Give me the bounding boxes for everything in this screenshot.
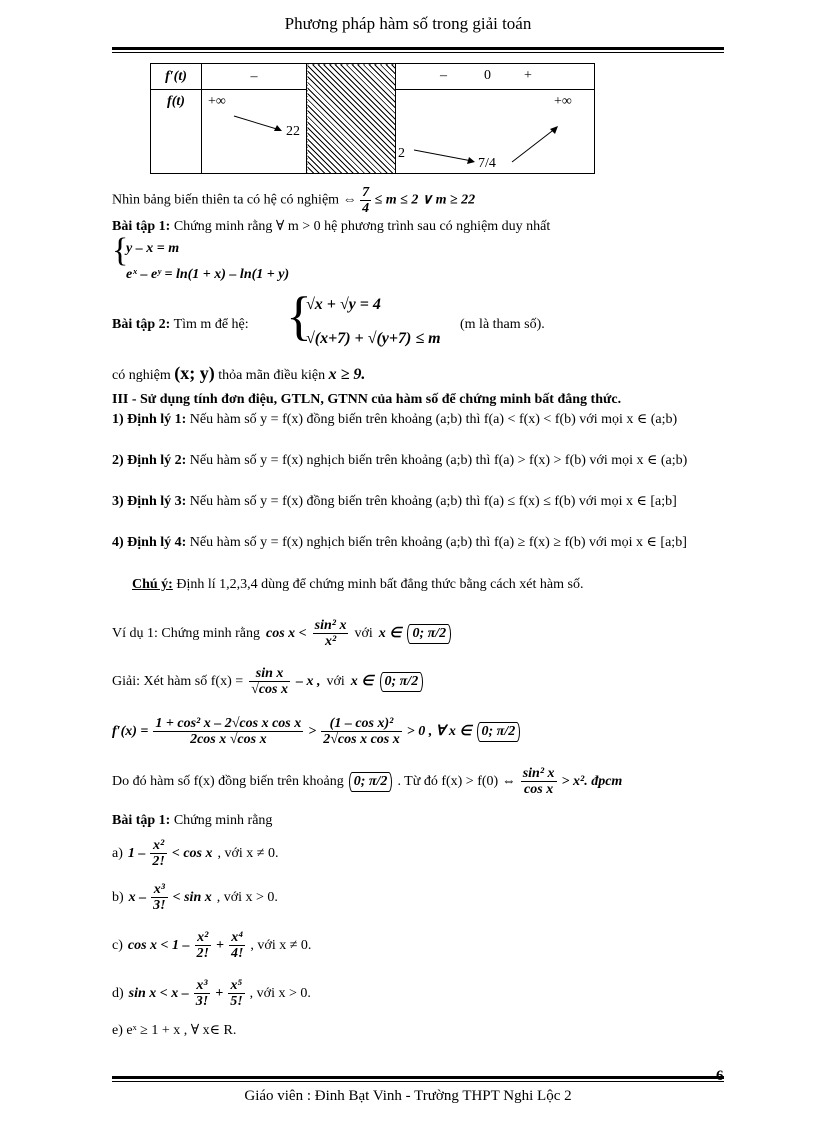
- table-sign-minus-left: –: [202, 64, 307, 90]
- table-f-left-cell: [202, 90, 307, 174]
- footer-text: Giáo viên : Đinh Bạt Vinh - Trường THPT Nghi Lộc 2: [244, 1088, 572, 1104]
- table-sign-plus: +: [524, 68, 532, 83]
- arrow-up-icon: [510, 124, 562, 166]
- note: Chú ý: Định lí 1,2,3,4 dùng để chứng minh bất đẳng thức bằng cách xét hàm số.: [132, 577, 584, 592]
- table-hatched-region: [307, 64, 396, 174]
- exercise-item-a: a) 1 – $\frac{\text{x²}}{2!}$ < cos x , với x ≠ 0.: [112, 838, 279, 869]
- page-header-title: Phương pháp hàm số trong giải toán: [284, 14, 532, 33]
- theorem-1: 1) Định lý 1: Nếu hàm số y = f(x) đồng biến trên khoảng (a;b) thì f(a) < f(x) < f(b) với mọi x ∈ (a;b): [112, 412, 678, 427]
- theorem-3: 3) Định lý 3: Nếu hàm số y = f(x) đồng biến trên khoảng (a;b) thì f(a) ≤ f(x) ≤ f(b) với mọi x ∈ [a;b]: [112, 494, 677, 509]
- table-label-f: f(t): [151, 90, 202, 174]
- exercise-item-e: e) eˣ ≥ 1 + x , ∀ x∈ R.: [112, 1023, 237, 1038]
- theorem-2: 2) Định lý 2: Nếu hàm số y = f(x) nghịch biến trên khoảng (a;b) thì f(a) > f(x) > f(b) với mọi x ∈ (a;b): [112, 453, 688, 468]
- footer-rule-thin: [112, 1081, 724, 1082]
- table-value-22: 22: [286, 124, 300, 139]
- derivative: f′(x) = $\frac{\text{1 + cos² x – 2√cos x cos x}}{\text{2cos x √cos x}}$ > $\frac{\text{(1 – cos x)²}}{\text{2√cos x cos x}}$ > 0 , ∀ x ∈ 0; π/2: [112, 716, 520, 747]
- theorem-4: 4) Định lý 4: Nếu hàm số y = f(x) nghịch biến trên khoảng (a;b) thì f(a) ≥ f(x) ≥ f(b) với mọi x ∈ [a;b]: [112, 535, 687, 550]
- table-f-right-cell: [396, 90, 595, 174]
- table-conclusion: Nhìn bảng biến thiên ta có hệ có nghiệm ⇔ $\frac{7}{4}$ ≤ m ≤ 2 ∨ m ≥ 22: [112, 185, 476, 216]
- example-1: Ví dụ 1: Chứng minh rằng cos x < $\frac{\text{sin² x}}{\text{x²}}$ với x ∈ 0; π/2: [112, 618, 451, 649]
- table-inf-left: +∞: [208, 94, 226, 109]
- exercise-item-d: d) sin x < x – $\frac{\text{x³}}{3!}$ + $\frac{\text{x⁵}}{5!}$ , với x > 0.: [112, 978, 311, 1009]
- arrow-down-icon: [412, 148, 478, 168]
- table-sign-cell: [396, 64, 595, 90]
- table-inf-right: +∞: [554, 94, 572, 109]
- table-value-7-4: 7/4: [478, 156, 496, 171]
- exercise-2-statement: Bài tập 2: Tìm m để hệ:: [112, 317, 249, 332]
- variation-table: [150, 63, 595, 174]
- table-sign-minus-right: –: [440, 68, 447, 83]
- solution-function: Giải: Xét hàm số f(x) = $\frac{\text{sin x}}{\text{√cos x}}$ – x , với x ∈ 0; π/2: [112, 666, 423, 697]
- header-rule-thin: [112, 52, 724, 53]
- section-3-heading: III - Sử dụng tính đơn điệu, GTLN, GTNN của hàm số để chứng minh bất đẳng thức.: [112, 392, 622, 407]
- system-brace: {: [112, 232, 129, 269]
- header-rule: [112, 47, 724, 50]
- exercise-1-statement: Bài tập 1: Chứng minh rằng ∀ m > 0 hệ phương trình sau có nghiệm duy nhất: [112, 219, 551, 234]
- table-sign-zero: 0: [484, 68, 491, 83]
- table-value-2: 2: [398, 146, 405, 161]
- table-label-fprime: f′(t): [151, 64, 202, 90]
- exercise-item-b: b) x – $\frac{\text{x³}}{3!}$ < sin x , với x > 0.: [112, 882, 278, 913]
- exercise-2-condition: có nghiệm (x; y) thỏa mãn điều kiện x ≥ 9.: [112, 363, 366, 383]
- arrow-down-icon: [232, 112, 288, 136]
- footer-rule: [112, 1076, 724, 1079]
- exercise-1b-statement: Bài tập 1: Chứng minh rằng: [112, 813, 273, 828]
- exercise-item-c: c) cos x < 1 – $\frac{\text{x²}}{2!}$ + $\frac{\text{x⁴}}{4!}$ , với x ≠ 0.: [112, 930, 312, 961]
- system-brace: {: [286, 286, 312, 346]
- conclusion-1: Do đó hàm số f(x) đồng biến trên khoảng 0; π/2 . Từ đó f(x) > f(0) ⇔ $\frac{\text{sin² x}}{\text{cos x}}$ > x². đpcm: [112, 766, 623, 797]
- exercise-2-note: (m là tham số).: [460, 317, 545, 332]
